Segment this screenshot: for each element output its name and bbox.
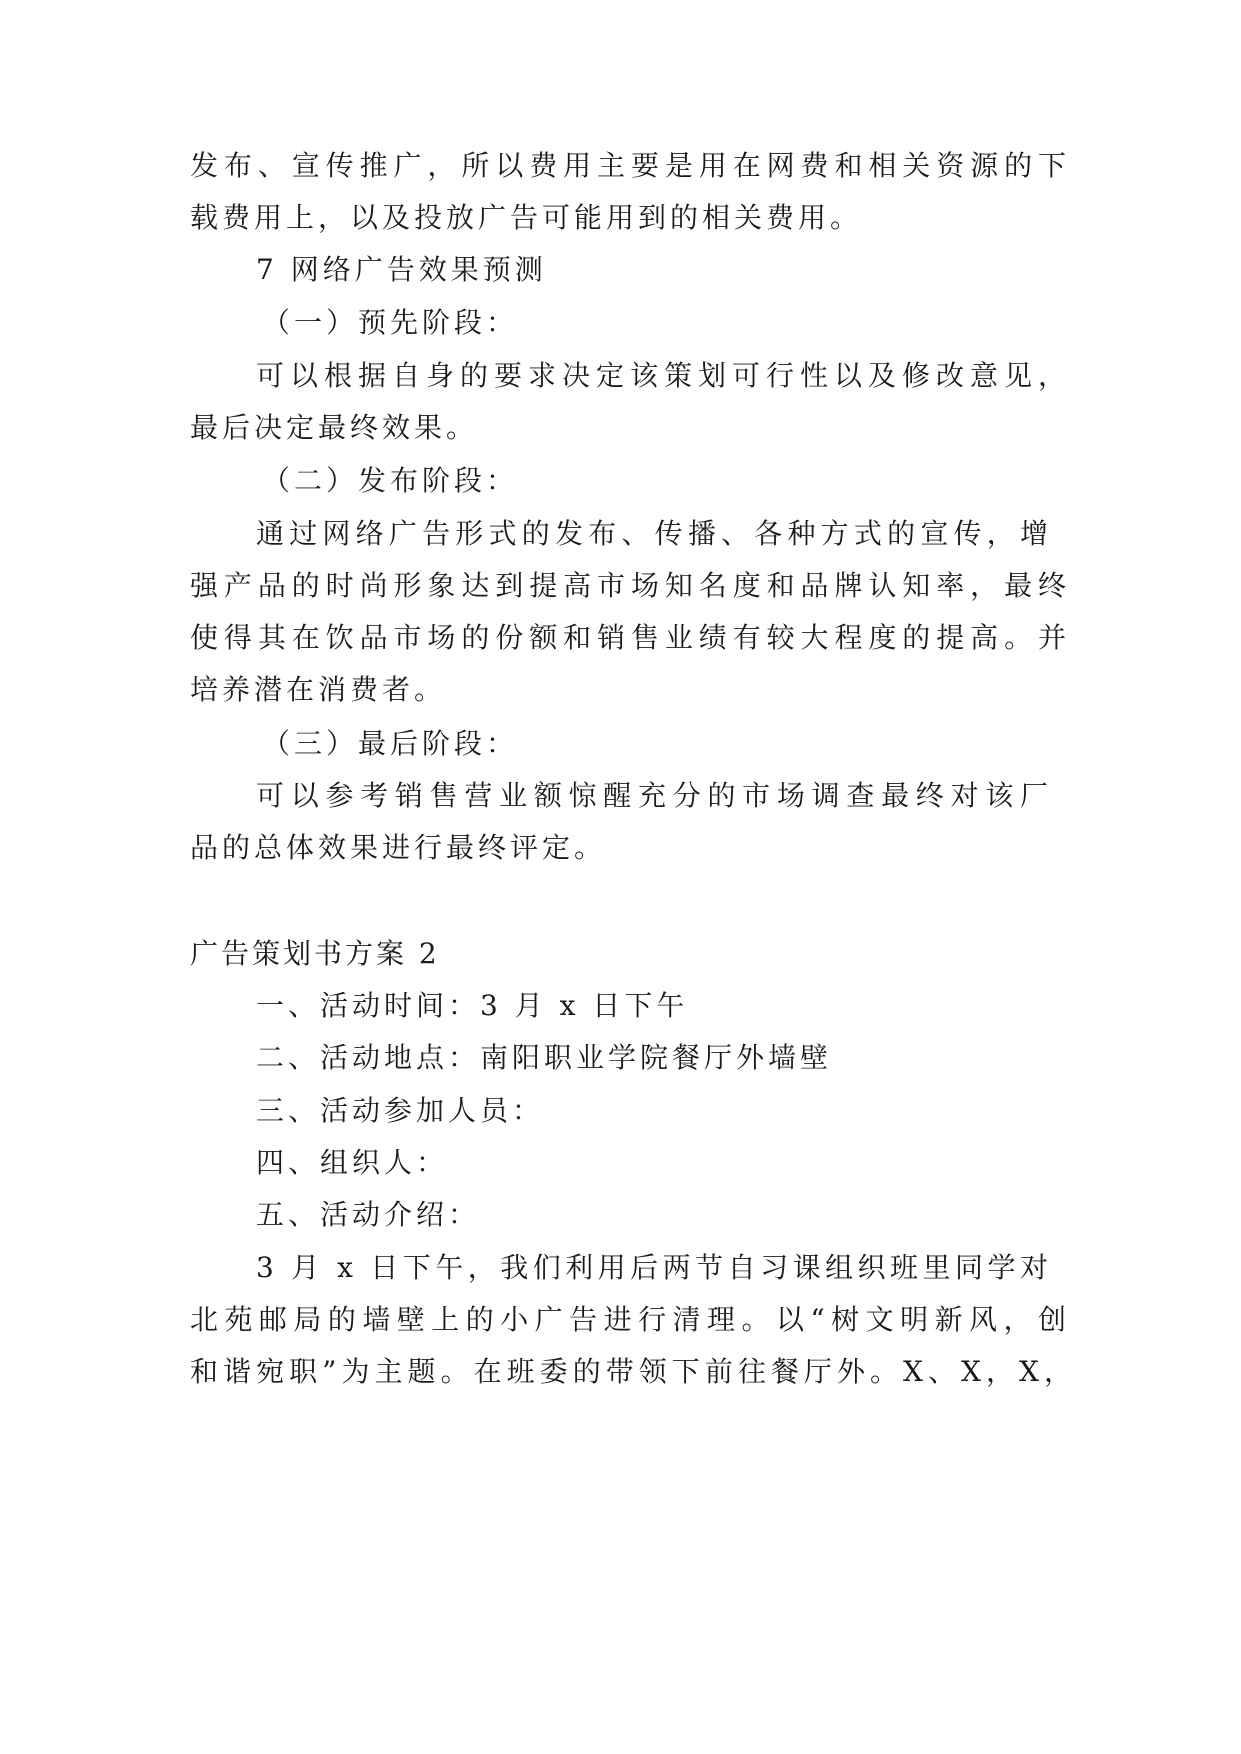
subsection-heading: （一）预先阶段： xyxy=(262,306,519,339)
paragraph-line: 培养潜在消费者。 xyxy=(190,673,447,706)
paragraph-line: 发布、宣传推广，所以费用主要是用在网费和相关资源的下 xyxy=(190,149,1070,182)
list-item: 四、组织人： xyxy=(256,1146,449,1179)
paragraph-line: 北苑邮局的墙壁上的小广告进行清理。以“树文明新风，创 xyxy=(190,1303,1070,1336)
list-item: 二、活动地点：南阳职业学院餐厅外墙壁 xyxy=(256,1041,833,1074)
section-heading: 7 网络广告效果预测 xyxy=(256,253,547,286)
paragraph-line: 通过网络广告形式的发布、传播、各种方式的宣传，增 xyxy=(256,517,1052,550)
paragraph-line: 载费用上，以及投放广告可能用到的相关费用。 xyxy=(190,201,863,234)
subsection-heading: （三）最后阶段： xyxy=(262,727,519,760)
paragraph-line: 强产品的时尚形象达到提高市场知名度和品牌认知率，最终 xyxy=(190,569,1070,602)
list-item: 五、活动介绍： xyxy=(256,1198,481,1231)
paragraph-line: 最后决定最终效果。 xyxy=(190,411,479,444)
paragraph-line: 3 月 x 日下午，我们利用后两节自习课组织班里同学对 xyxy=(256,1251,1052,1284)
paragraph-line: 和谐宛职”为主题。在班委的带领下前往餐厅外。X、X，X， xyxy=(190,1355,1076,1388)
paragraph-line: 使得其在饮品市场的份额和销售业绩有较大程度的提高。并 xyxy=(190,621,1070,654)
subsection-heading: （二）发布阶段： xyxy=(262,464,519,497)
list-item: 一、活动时间：3 月 x 日下午 xyxy=(256,989,689,1022)
list-item: 三、活动参加人员： xyxy=(256,1094,545,1127)
paragraph-line: 品的总体效果进行最终评定。 xyxy=(190,831,607,864)
paragraph-line: 可以参考销售营业额惊醒充分的市场调查最终对该厂 xyxy=(256,779,1052,812)
paragraph-line: 可以根据自身的要求决定该策划可行性以及修改意见， xyxy=(256,359,1070,392)
document-section-title: 广告策划书方案 2 xyxy=(190,937,440,970)
